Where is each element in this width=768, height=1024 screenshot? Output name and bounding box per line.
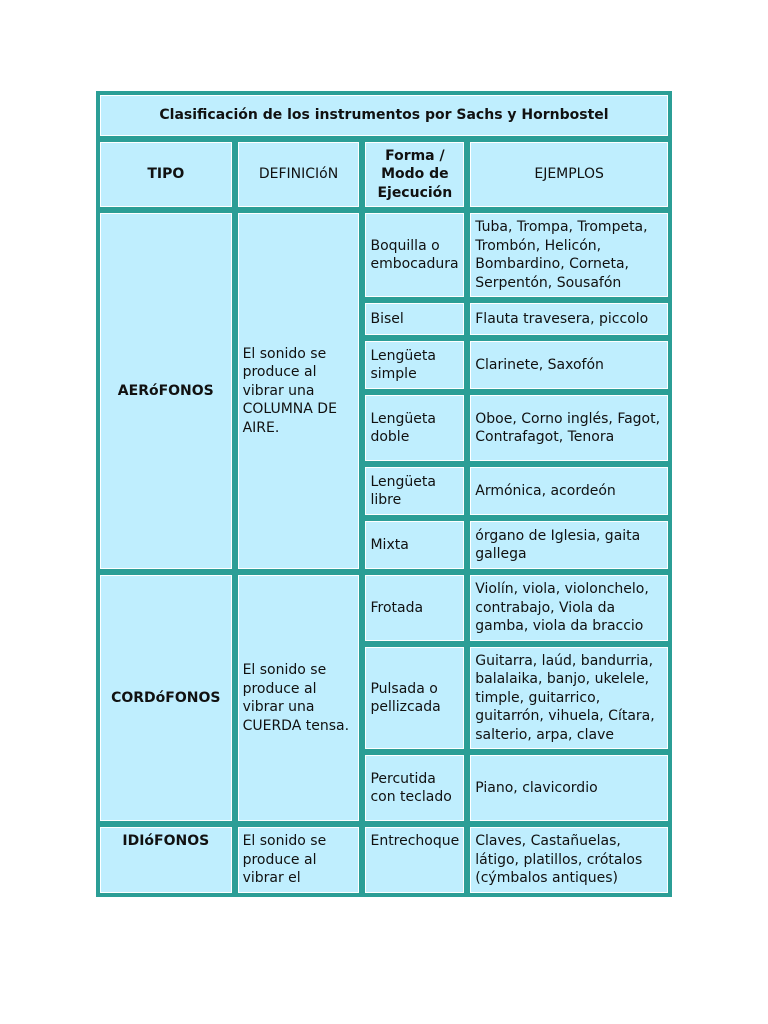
definicion-cell: El sonido se produce al vibrar una CUERDA tensa. xyxy=(236,573,362,823)
forma-cell: Boquilla o embocadura xyxy=(363,211,466,299)
ejemplos-cell: Flauta travesera, piccolo xyxy=(468,301,670,337)
ejemplos-cell: Claves, Castañuelas, látigo, platillos, crótalos (cýmbalos antiques) xyxy=(468,825,670,895)
header-definicion: DEFINICIóN xyxy=(236,140,362,209)
forma-cell: Lengüeta libre xyxy=(363,465,466,517)
ejemplos-cell: Piano, clavicordio xyxy=(468,753,670,823)
header-forma: Forma / Modo de Ejecución xyxy=(363,140,466,209)
table-row xyxy=(98,573,670,643)
forma-cell: Lengüeta doble xyxy=(363,393,466,463)
title-row xyxy=(98,93,670,138)
tipo-cell: IDIóFONOS xyxy=(98,825,234,895)
forma-cell: Percutida con teclado xyxy=(363,753,466,823)
ejemplos-cell: Armónica, acordeón xyxy=(468,465,670,517)
tipo-cell: AERóFONOS xyxy=(98,211,234,571)
header-tipo: TIPO xyxy=(98,140,234,209)
forma-cell: Mixta xyxy=(363,519,466,571)
tipo-cell: CORDóFONOS xyxy=(98,573,234,823)
header-row xyxy=(98,140,670,209)
definicion-cell: El sonido se produce al vibrar una COLUMNA DE AIRE. xyxy=(236,211,362,571)
ejemplos-cell: Clarinete, Saxofón xyxy=(468,339,670,391)
table-row xyxy=(98,211,670,299)
table-title: Clasificación de los instrumentos por Sachs y Hornbostel xyxy=(98,93,670,138)
ejemplos-cell: órgano de Iglesia, gaita gallega xyxy=(468,519,670,571)
forma-cell: Pulsada o pellizcada xyxy=(363,645,466,751)
table-row xyxy=(98,825,670,895)
ejemplos-cell: Guitarra, laúd, bandurria, balalaika, banjo, ukelele, timple, guitarrico, guitarrón, vihuela, Cítara, salterio, arpa, clave xyxy=(468,645,670,751)
header-ejemplos: EJEMPLOS xyxy=(468,140,670,209)
ejemplos-cell: Violín, viola, violonchelo, contrabajo, Viola da gamba, viola da braccio xyxy=(468,573,670,643)
ejemplos-cell: Oboe, Corno inglés, Fagot, Contrafagot, Tenora xyxy=(468,393,670,463)
ejemplos-cell: Tuba, Trompa, Trompeta, Trombón, Helicón, Bombardino, Corneta, Serpentón, Sousafón xyxy=(468,211,670,299)
forma-cell: Lengüeta simple xyxy=(363,339,466,391)
forma-cell: Bisel xyxy=(363,301,466,337)
definicion-cell: El sonido se produce al vibrar el xyxy=(236,825,362,895)
forma-cell: Entrechoque xyxy=(363,825,466,895)
forma-cell: Frotada xyxy=(363,573,466,643)
classification-table xyxy=(96,91,672,897)
